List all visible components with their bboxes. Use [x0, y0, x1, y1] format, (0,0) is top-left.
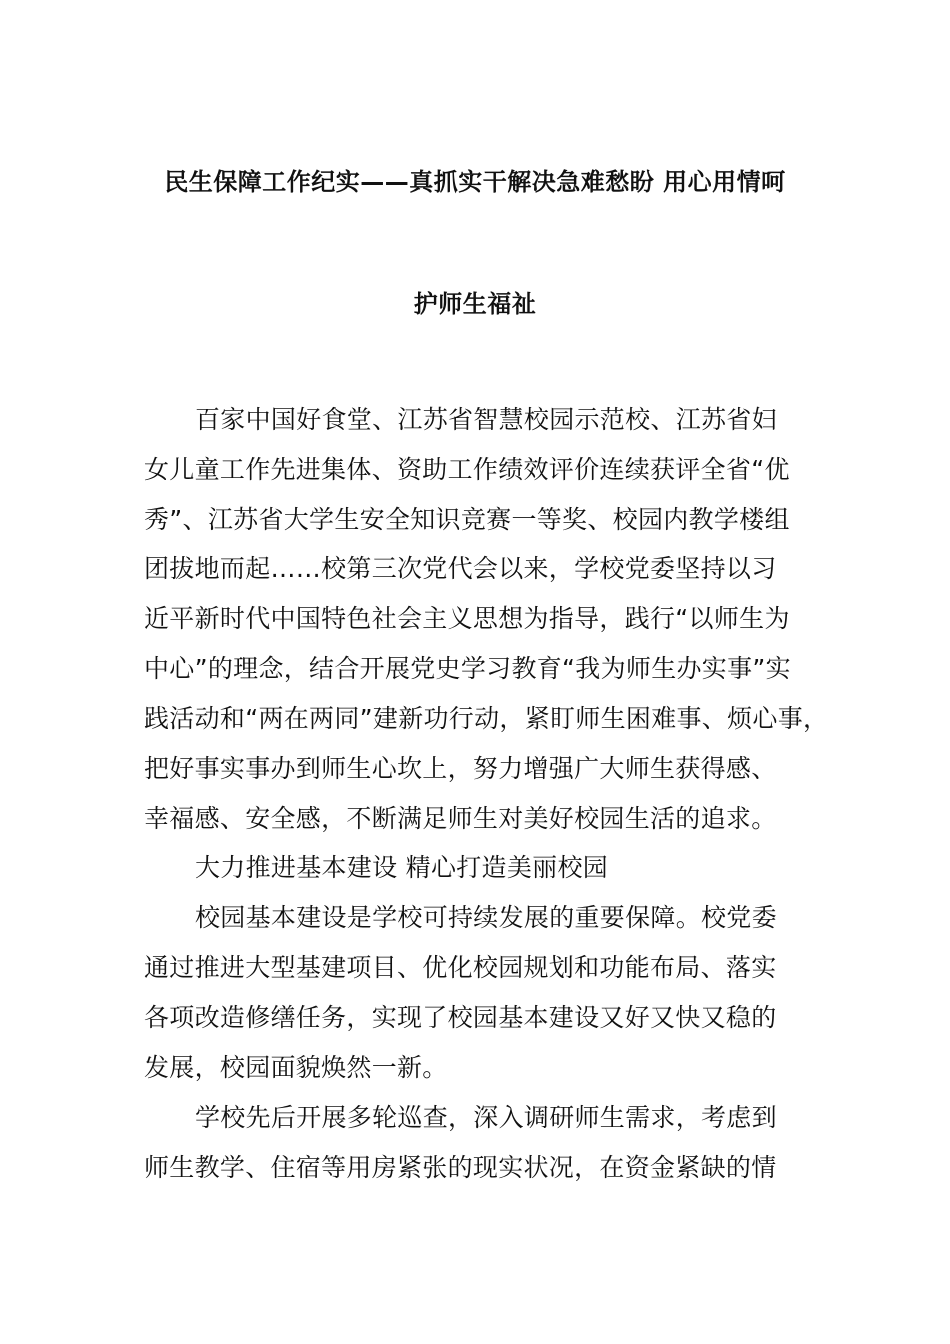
paragraph-3-line-2: 师生教学、住宿等用房紧张的现实状况，在资金紧缺的情 — [144, 1153, 777, 1182]
paragraph-3-line-1: 学校先后开展多轮巡查，深入调研师生需求，考虑到 — [195, 1103, 777, 1132]
paragraph-2-line-4: 发展，校园面貌焕然一新。 — [144, 1053, 448, 1082]
paragraph-1-line-2: 女儿童工作先进集体、资助工作绩效评价连续获评全省“优 — [144, 455, 790, 484]
paragraph-1-line-9: 幸福感、安全感，不断满足师生对美好校园生活的追求。 — [144, 804, 777, 833]
paragraph-1-line-3: 秀”、江苏省大学生安全知识竞赛一等奖、校园内教学楼组 — [144, 505, 790, 534]
paragraph-2-line-3: 各项改造修缮任务，实现了校园基本建设又好又快又稳的 — [144, 1003, 777, 1032]
paragraph-1-line-7: 践活动和“两在两同”建新功行动，紧盯师生困难事、烦心事， — [144, 704, 829, 733]
paragraph-1-line-5: 近平新时代中国特色社会主义思想为指导，践行“以师生为 — [144, 604, 790, 633]
section-heading: 大力推进基本建设 精心打造美丽校园 — [195, 853, 609, 882]
paragraph-2-line-1: 校园基本建设是学校可持续发展的重要保障。校党委 — [195, 903, 777, 932]
paragraph-2-line-2: 通过推进大型基建项目、优化校园规划和功能布局、落实 — [144, 953, 777, 982]
paragraph-1-line-8: 把好事实事办到师生心坎上，努力增强广大师生获得感、 — [144, 754, 777, 783]
document-title-line-1: 民生保障工作纪实——真抓实干解决急难愁盼 用心用情呵 — [164, 168, 786, 196]
paragraph-1-line-1: 百家中国好食堂、江苏省智慧校园示范校、江苏省妇 — [195, 405, 777, 434]
paragraph-1-line-6: 中心”的理念，结合开展党史学习教育“我为师生办实事”实 — [144, 654, 791, 683]
paragraph-1-line-4: 团拔地而起……校第三次党代会以来，学校党委坚持以习 — [144, 554, 777, 583]
document-title-line-2: 护师生福祉 — [413, 290, 537, 318]
